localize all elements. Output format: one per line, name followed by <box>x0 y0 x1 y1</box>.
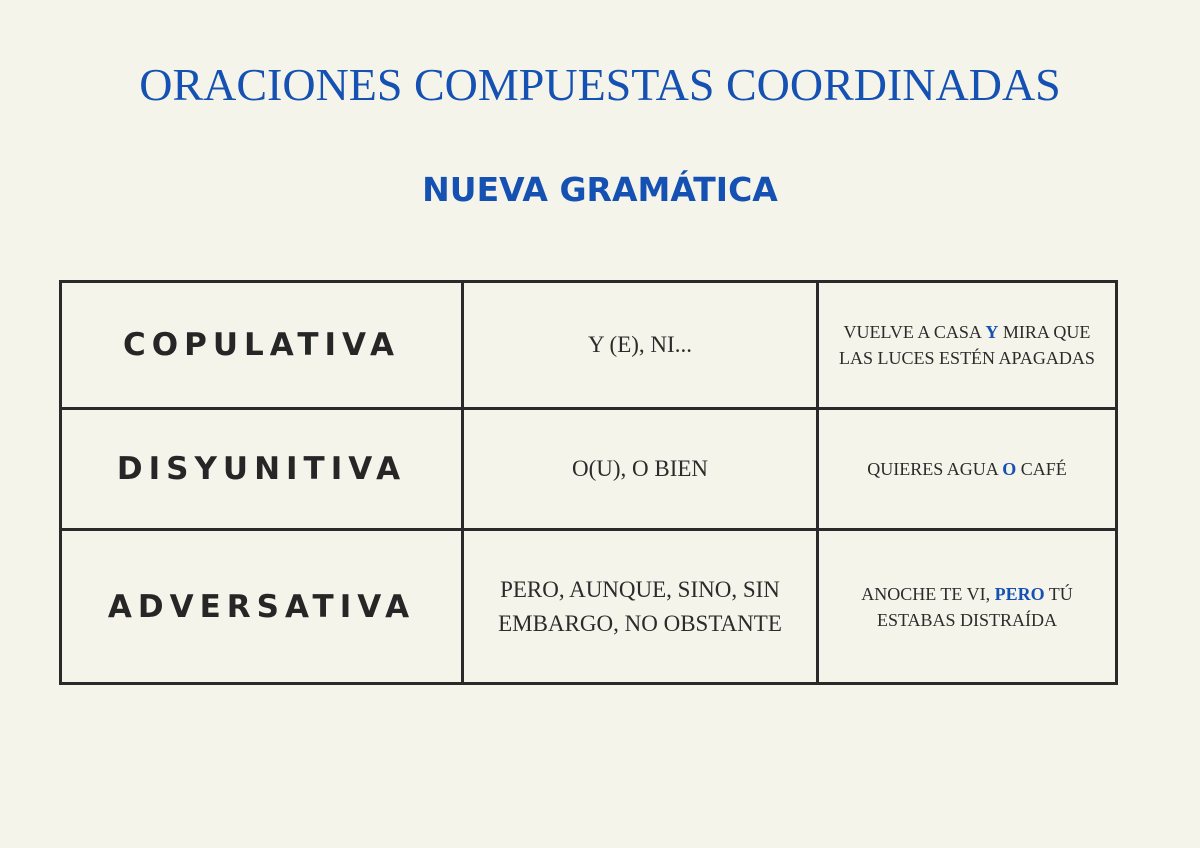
example-highlight: O <box>1002 459 1017 479</box>
example-text: CAFÉ <box>1016 459 1067 479</box>
type-cell <box>61 282 463 409</box>
conjunctions-cell: O(U), O BIEN <box>463 409 818 530</box>
example-cell <box>818 409 1117 530</box>
conjunctions-cell: Y (E), NI... <box>463 282 818 409</box>
type-cell <box>61 409 463 530</box>
example-cell <box>818 282 1117 409</box>
type-cell <box>61 530 463 684</box>
coordination-table <box>59 280 1118 685</box>
example-text: ANOCHE TE VI, <box>861 583 995 604</box>
example-text: TÚ ESTABAS DISTRAÍDA <box>876 583 1073 630</box>
example-cell <box>818 530 1117 684</box>
type-label: DISYUNITIVA <box>116 451 407 487</box>
type-label: COPULATIVA <box>123 327 400 363</box>
table-row-copulativa <box>61 282 1117 409</box>
example-highlight: Y <box>985 322 999 342</box>
page-title: ORACIONES COMPUESTAS COORDINADAS <box>139 59 1061 110</box>
example-text: QUIERES AGUA <box>867 459 1003 479</box>
conjunctions-cell: PERO, AUNQUE, SINO, SIN EMBARGO, NO OBSTANTE <box>463 530 818 684</box>
page-subtitle: NUEVA GRAMÁTICA <box>422 170 778 209</box>
example-text: VUELVE A CASA <box>843 322 986 342</box>
table-row-disyunitiva <box>61 409 1117 530</box>
example-highlight: PERO <box>994 583 1045 604</box>
type-label: ADVERSATIVA <box>107 588 416 625</box>
table-row-adversativa <box>61 530 1117 684</box>
example-text: MIRA QUE LAS LUCES ESTÉN APAGADAS <box>839 322 1095 368</box>
